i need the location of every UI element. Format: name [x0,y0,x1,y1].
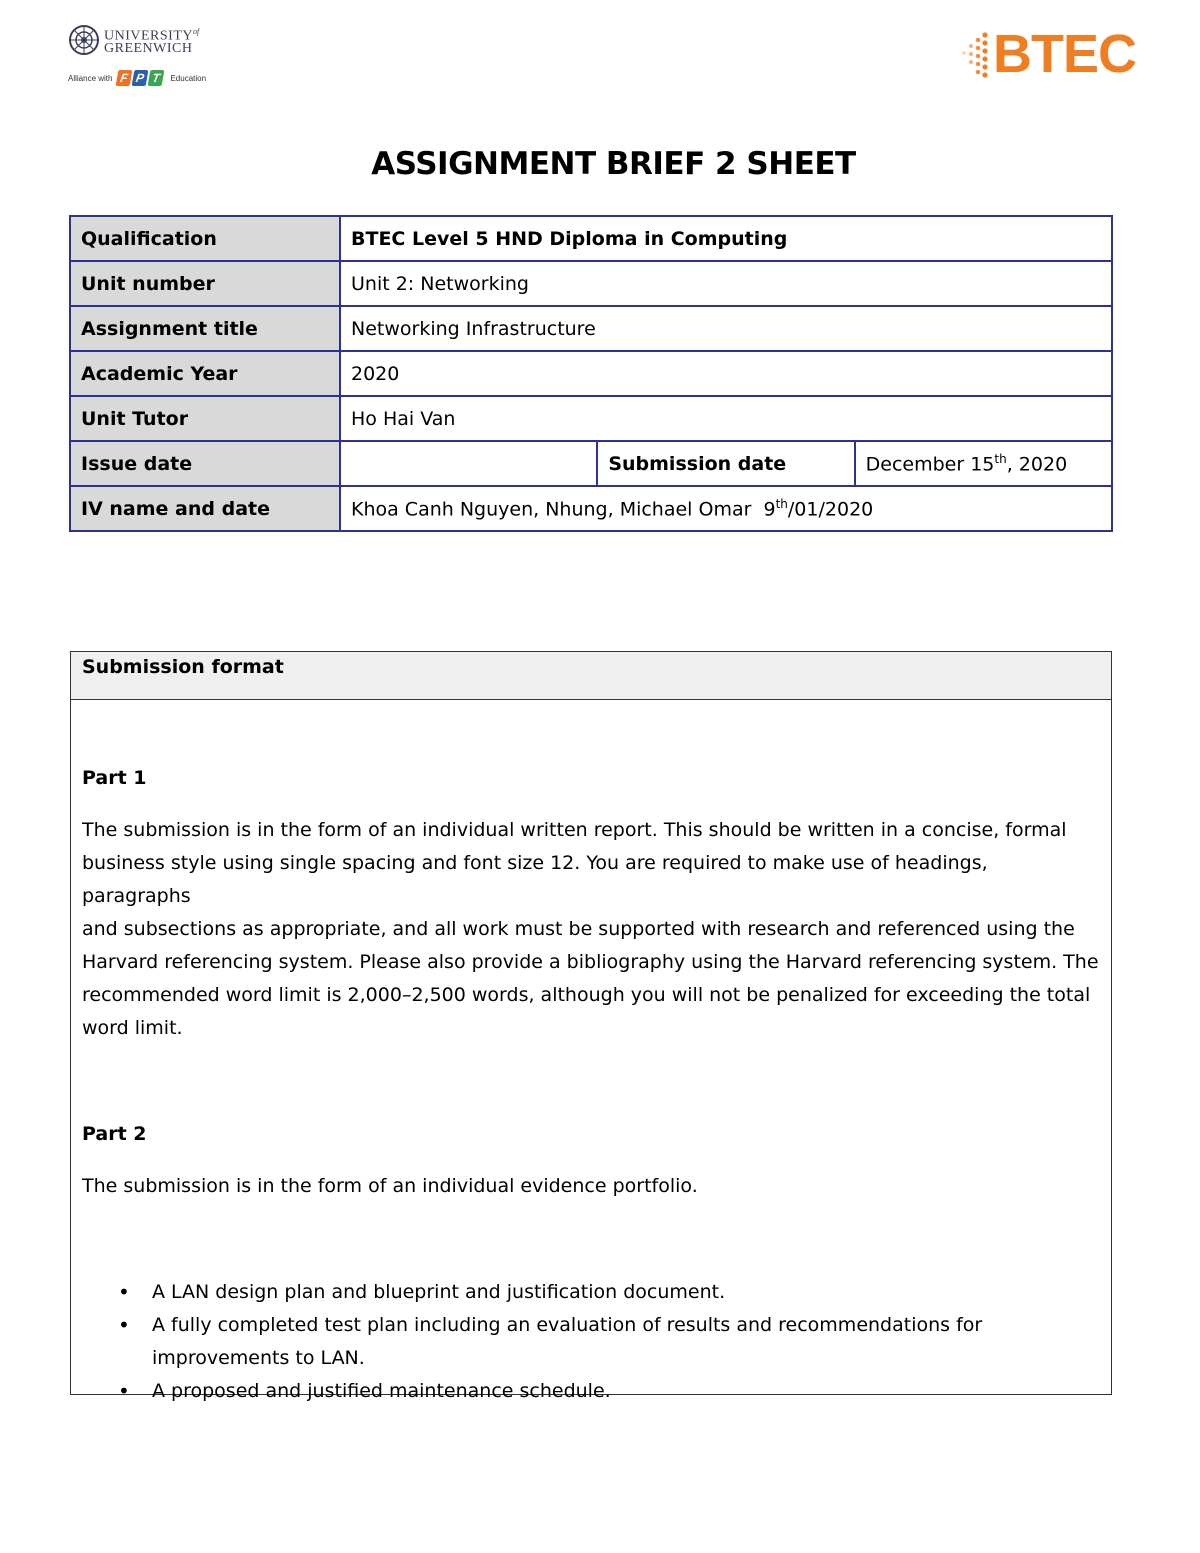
alliance-suffix: Education [170,73,207,83]
table-row [70,261,1112,306]
table-row [70,486,1112,531]
unit-tutor-label: Unit Tutor [70,396,340,441]
submission-format-box [70,651,1112,1402]
iv-label: IV name and date [70,486,340,531]
btec-wordmark: BTEC [993,24,1136,84]
table-row [70,216,1112,261]
issue-date-value [340,441,597,486]
unit-number-label: Unit number [70,261,340,306]
btec-logo [955,24,1155,84]
bullet2-cont: improvements to LAN. [152,1347,365,1369]
submission-date-pre: December 15 [865,453,995,476]
submission-date-value [855,441,1112,486]
submission-date-sup: th [994,451,1007,466]
submission-date-post: , 2020 [1006,453,1068,476]
fpt-letter-f: F [116,70,133,86]
university-of: of [193,26,200,36]
alliance-prefix: Alliance with [68,73,113,83]
table-row [70,441,1112,486]
table-row [70,306,1112,351]
unit-number-value: Unit 2: Networking [340,261,1112,306]
assignment-info-table [69,215,1113,532]
part2-text: The submission is in the form of an individual evidence portfolio. [82,1175,698,1197]
greenwich-crest-icon [68,24,100,56]
table-row [70,396,1112,441]
qualification-value: BTEC Level 5 HND Diploma in Computing [340,216,1112,261]
university-line2: GREENWICH [104,41,193,57]
part2-title: Part 2 [82,1123,147,1145]
part1-title: Part 1 [82,767,147,789]
university-logo [68,24,218,100]
iv-value [340,486,1112,531]
iv-value-pre: Khoa Canh Nguyen, Nhung, Michael Omar 9 [351,498,776,521]
fpt-alliance [68,70,218,86]
part1-line: word limit. [82,1017,183,1039]
part1-line: and subsections as appropriate, and all work must be supported with research and referenced using the [82,918,1075,940]
assignment-title-label: Assignment title [70,306,340,351]
part1-line: recommended word limit is 2,000–2,500 words, although you will not be penalized for exceeding the total [82,984,1091,1006]
list-item: • A LAN design plan and blueprint and justification document. [152,1276,1100,1309]
submission-date-label: Submission date [597,441,854,486]
university-line1: UNIVERSITY [104,28,193,44]
academic-year-value: 2020 [340,351,1112,396]
fpt-letter-t: T [148,70,165,86]
bullet2-text: A fully completed test plan including an evaluation of results and recommendations for [152,1314,983,1336]
issue-date-label: Issue date [70,441,340,486]
assignment-title-value: Networking Infrastructure [340,306,1112,351]
greenwich-logo [68,24,218,56]
list-item: • A proposed and justified maintenance schedule. [152,1375,1100,1408]
fpt-letter-p: P [132,70,149,86]
submission-format-header: Submission format [71,652,1111,700]
part1-line: Harvard referencing system. Please also provide a bibliography using the Harvard referencing system. The [82,951,1099,973]
deliverables-list [82,1276,1100,1408]
part1-body [82,814,1100,1045]
academic-year-label: Academic Year [70,351,340,396]
iv-value-sup: th [775,496,788,511]
fpt-logo [117,70,165,86]
table-row [70,351,1112,396]
list-item [152,1309,1100,1375]
iv-value-post: /01/2020 [787,498,874,521]
part1-line: business style using single spacing and font size 12. You are required to make use of headings, paragraphs [82,852,988,907]
part1-line: The submission is in the form of an individual written report. This should be written in a concise, formal [82,819,1067,841]
submission-format-content [71,700,1111,1408]
unit-tutor-value: Ho Hai Van [340,396,1112,441]
btec-dots-icon [955,29,993,79]
page-title: ASSIGNMENT BRIEF 2 SHEET [371,146,856,182]
qualification-label: Qualification [70,216,340,261]
